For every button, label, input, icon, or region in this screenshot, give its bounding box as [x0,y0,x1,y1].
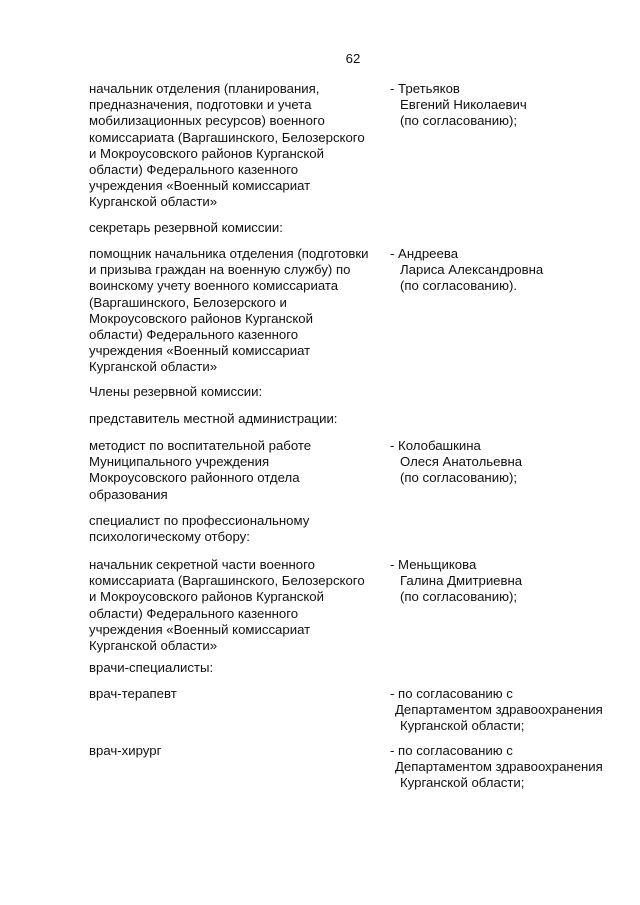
position-description: методист по воспитательной работе Муниципального учреждения Мокроусовского районного отдела образования [89,438,312,502]
approval-note: (по согласованию); [400,470,518,486]
position-description: начальник секретной части военного комиссариата (Варгашинского, Белозерского и Мокроусовского районов Курганской области) Федерального казенного учреждения «Военный комиссариат Курганской области» [89,557,365,654]
person-name-dash: - Колобашкина [390,438,481,453]
person-name-dash: - Меньщикова [390,557,477,572]
person-name-dash: - по согласованию с [390,743,513,758]
heading-members: Члены резервной комиссии: [89,384,263,399]
person-info [390,246,628,295]
position-description: начальник отделения (планирования, предназначения, подготовки и учета мобилизационных ресурсов) военного комиссариата (Варгашинского, Белозерского и Мокроусовского районов Курганской области) Федерального казенного учреждения «Военный комиссариат Курганской области» [89,81,365,210]
region-name: Курганской области; [400,775,525,791]
person-name-dash: - Третьяков [390,81,460,96]
person-info [390,81,628,130]
department-name: Департаментом здравоохранения [395,702,603,718]
heading-secretary: секретарь резервной комиссии: [89,220,283,235]
heading-local-admin: представитель местной администрации: [89,411,338,426]
person-full-name: Евгений Николаевич [400,97,527,113]
position-description: врач-терапевт [89,686,177,701]
approval-note: (по согласованию); [400,589,518,605]
position-description: помощник начальника отделения (подготовки и призыва граждан на военную службу) по воинскому учету военного комиссариата (Варгашинского, Белозерского и Мокроусовского районов Курганской области) Федерального казенного учреждения «Военный комиссариат Курганской области» [89,246,369,375]
person-name-dash: - Андреева [390,246,459,261]
region-name: Курганской области; [400,718,525,734]
approval-note: (по согласованию). [400,278,518,294]
position-description: врач-хирург [89,743,162,758]
person-full-name: Олеся Анатольевна [400,454,523,470]
person-info [390,557,628,606]
approval-note: (по согласованию); [400,113,518,129]
person-info [390,743,628,792]
person-full-name: Галина Дмитриевна [400,573,523,589]
person-info [390,438,628,487]
department-name: Департаментом здравоохранения [395,759,603,775]
person-name-dash: - по согласованию с [390,686,513,701]
heading-psych-specialist: специалист по профессиональному психологическому отбору: [89,513,310,545]
heading-doctors: врачи-специалисты: [89,660,214,675]
page-number: 62 [345,51,361,66]
person-info [390,686,628,735]
person-full-name: Лариса Александровна [400,262,544,278]
